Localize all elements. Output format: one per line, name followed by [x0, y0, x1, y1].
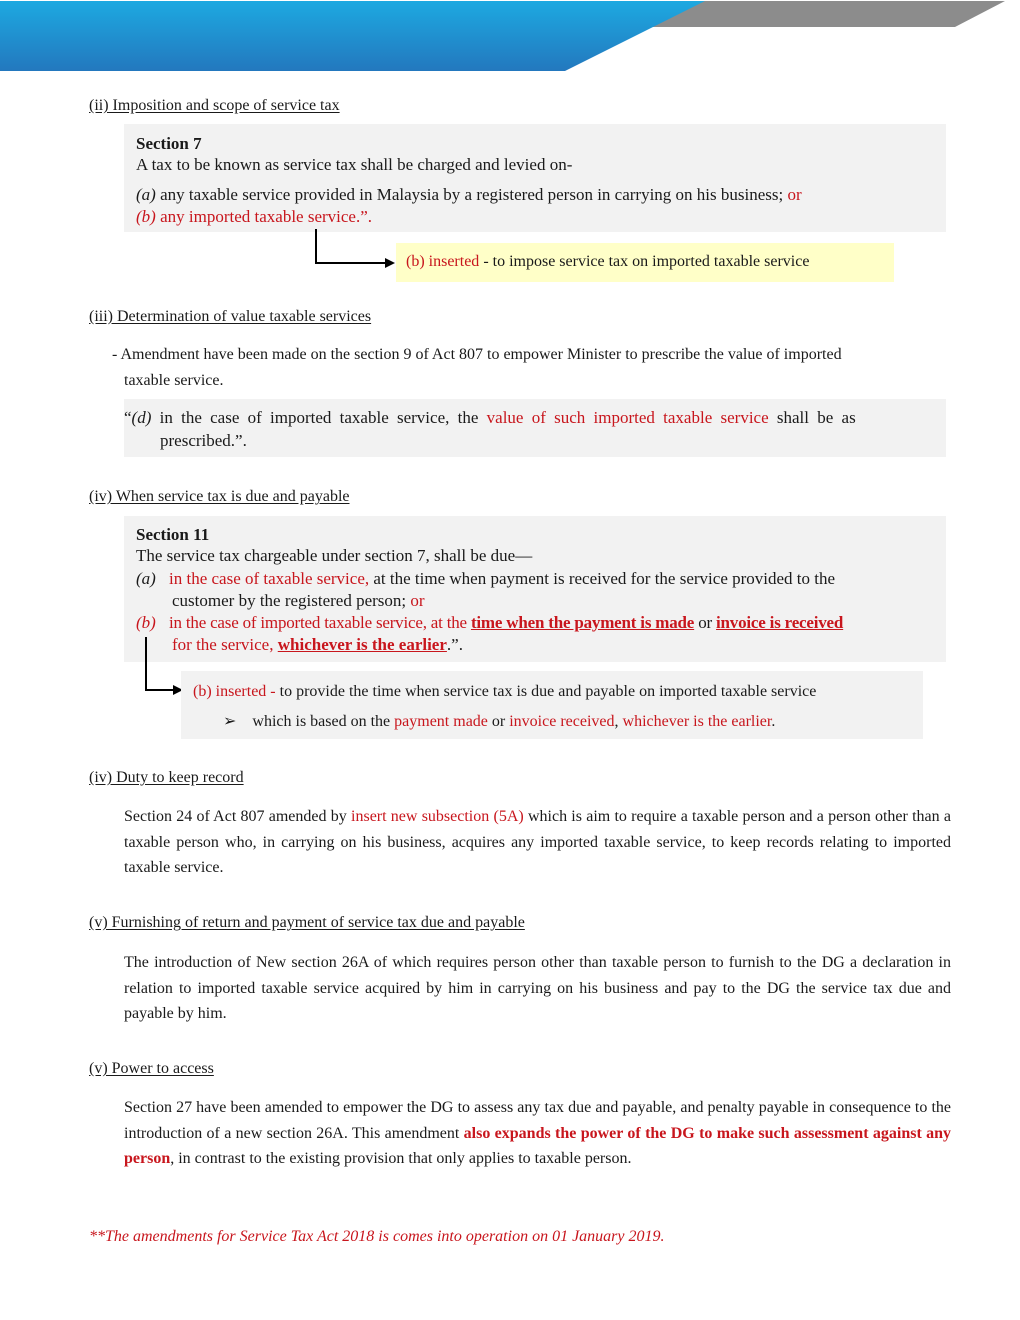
connector-line-vertical-2: [145, 637, 147, 690]
record-pre: Section 24 of Act 807 amended by: [124, 808, 352, 825]
header-banner: [0, 0, 1020, 75]
note-box-b-inserted-2: [181, 671, 923, 739]
connector-line-vertical: [315, 229, 317, 263]
b-end: .”.: [446, 635, 463, 654]
section-heading-imposition: (ii) Imposition and scope of service tax: [89, 97, 340, 114]
section-11-title: Section 11: [136, 525, 210, 544]
quote-label: (d): [131, 408, 152, 427]
b-whichever-earlier: whichever is the earlier: [277, 635, 447, 654]
furnishing-paragraph: The introduction of New section 26A of which requires person other than taxable person to furnish to the DG a declaration in relation to imported taxable service acquired by him in carrying on his business and pay to the DG the service tax due and payable by him.: [124, 954, 951, 1022]
section-11-b-line2: [172, 635, 463, 655]
banner-blue-band: [0, 1, 705, 71]
section-7-item-a: [136, 185, 802, 205]
item-a-or: or: [783, 185, 802, 204]
bullet-whichever: whichever is the earlier: [622, 713, 772, 730]
section-heading-due-payable: (iv) When service tax is due and payable: [89, 488, 350, 505]
quote-line1: [124, 408, 856, 428]
b-or: or: [694, 613, 717, 632]
item-b-text: any imported taxable service.”.: [155, 207, 373, 226]
determination-para-line1: - Amendment have been made on the section 9 of Act 807 to empower Minister to prescribe the value of imported: [112, 346, 842, 363]
section-7-item-b: [136, 207, 372, 227]
power-paragraph: [124, 1095, 951, 1172]
note-description: - to impose service tax on imported taxable service: [479, 253, 810, 270]
quote-pre: in the case of imported taxable service, the: [151, 408, 487, 427]
section-9-quote-box: [124, 399, 946, 457]
quote-red: value of such imported taxable service: [486, 408, 769, 427]
section-11-a-line1: [169, 569, 835, 589]
item-a-label: (a): [136, 185, 156, 204]
section-7-title: Section 7: [136, 134, 202, 153]
record-red: insert new subsection (5A): [351, 808, 524, 825]
b-line2-pre: for the service,: [172, 635, 278, 654]
section-11-a-line2: [172, 591, 425, 611]
arrow-right-icon: [385, 258, 395, 268]
section-7-intro: A tax to be known as service tax shall be charged and levied on-: [136, 155, 573, 174]
item-b-label: (b): [136, 207, 156, 226]
section-11-a-label: (a): [136, 569, 156, 588]
note2-description: to provide the time when service tax is due and payable on imported taxable service: [275, 683, 817, 700]
note2-text: [193, 683, 816, 701]
note-label: (b) inserted: [406, 253, 480, 270]
bullet-invoice-received: invoice received: [509, 713, 615, 730]
a-text: at the time when payment is received for the service provided to the: [369, 569, 836, 588]
a-red: in the case of taxable service,: [169, 569, 370, 588]
bullet-pre: which is based on the: [252, 713, 395, 730]
footnote: **The amendments for Service Tax Act 2018 is comes into operation on 01 January 2019.: [89, 1228, 665, 1245]
quote-post: shall be as: [768, 408, 856, 427]
a-line2: customer by the registered person;: [172, 591, 407, 610]
keep-record-paragraph: [124, 804, 951, 881]
section-heading-determination: (iii) Determination of value taxable services: [89, 308, 372, 325]
section-11-intro: The service tax chargeable under section 7, shall be due—: [136, 546, 533, 565]
note2-label: (b) inserted -: [193, 683, 276, 700]
b-time-payment-made: time when the payment is made: [470, 613, 695, 632]
section-heading-keep-record: (iv) Duty to keep record: [89, 769, 244, 786]
note2-bullet: [223, 711, 775, 731]
section-11-quote-box: [124, 516, 946, 662]
bullet-comma: ,: [614, 713, 623, 730]
quote-open: “: [124, 408, 132, 427]
connector-line-horizontal-2: [145, 689, 175, 691]
connector-line-horizontal: [315, 262, 387, 264]
b-invoice-received: invoice is received: [716, 613, 844, 632]
section-11-b-line1: [169, 613, 843, 633]
bullet-arrow-icon: ➢: [223, 713, 237, 730]
section-heading-power: (v) Power to access: [89, 1060, 214, 1077]
bullet-end: .: [771, 713, 776, 730]
bullet-payment-made: payment made: [394, 713, 488, 730]
record-post: which is aim to require a taxable person and a person other than a taxable person who, in carrying on his business, acquires any imported taxable service, to keep records relating to imported taxable service.: [124, 808, 951, 876]
note-text: [406, 253, 809, 271]
section-11-b-label: (b): [136, 613, 156, 632]
power-pre: Section 27 have been amended to empower the DG to assess any tax due and payable, and penalty payable in consequence to the introduction of a new section 26A. This amendment: [124, 1099, 951, 1142]
bullet-or: or: [487, 713, 510, 730]
a-or: or: [406, 591, 425, 610]
determination-para-line2: taxable service.: [124, 372, 224, 389]
note-box-b-inserted: [396, 243, 894, 282]
section-heading-furnishing: (v) Furnishing of return and payment of service tax due and payable: [89, 914, 525, 931]
power-red: also expands the power of the DG to make such assessment against any person: [124, 1124, 952, 1167]
section-7-quote-box: [124, 124, 946, 232]
quote-line2: prescribed.”.: [160, 431, 247, 450]
b-pre: in the case of imported taxable service, at the: [169, 613, 471, 632]
item-a-text: any taxable service provided in Malaysia by a registered person in carrying on his business;: [155, 185, 784, 204]
power-post: , in contrast to the existing provision that only applies to taxable person.: [170, 1150, 632, 1167]
